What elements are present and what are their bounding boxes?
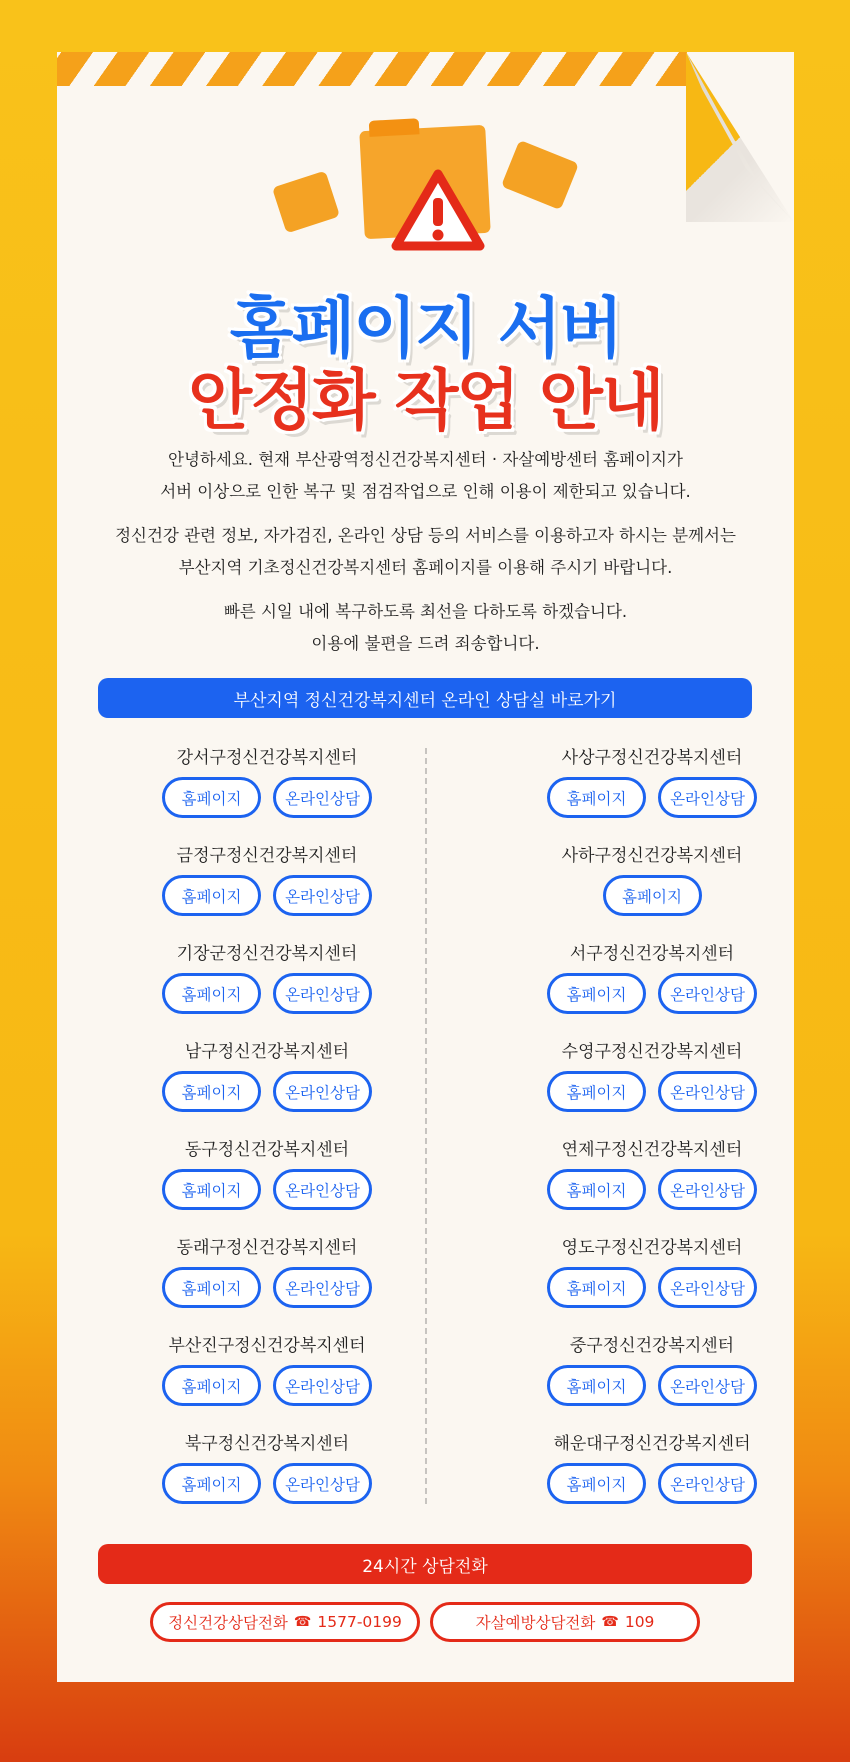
center-name: 기장군정신건강복지센터 [176, 944, 358, 964]
center-name: 남구정신건강복지센터 [184, 1042, 350, 1062]
center-buttons [112, 875, 422, 916]
center-name: 금정구정신건강복지센터 [176, 846, 358, 866]
homepage-button[interactable]: 홈페이지 [162, 875, 261, 916]
center-name: 부산진구정신건강복지센터 [168, 1336, 366, 1356]
center-name: 사상구정신건강복지센터 [561, 748, 743, 768]
suicide-prevention-phone-button[interactable] [430, 1602, 700, 1642]
headline-line1: 홈페이지 서버 [229, 290, 622, 367]
online-counseling-button[interactable]: 온라인상담 [273, 1267, 372, 1308]
intro-line: 이용에 불편을 드려 죄송합니다. [311, 634, 540, 653]
center-item [112, 1430, 422, 1528]
center-buttons [112, 1463, 422, 1504]
hotline-bar: 24시간 상담전화 [98, 1544, 752, 1584]
intro-text [57, 444, 794, 672]
center-item [497, 842, 807, 940]
online-counseling-button[interactable]: 온라인상담 [658, 1463, 757, 1504]
online-counseling-button[interactable]: 온라인상담 [273, 777, 372, 818]
folders-warning-illustration [270, 120, 580, 260]
online-counseling-shortcut-bar[interactable]: 부산지역 정신건강복지센터 온라인 상담실 바로가기 [98, 678, 752, 718]
phone-label: 자살예방상담전화 [475, 1614, 596, 1632]
online-counseling-button[interactable]: 온라인상담 [273, 1463, 372, 1504]
online-counseling-button[interactable]: 온라인상담 [273, 1365, 372, 1406]
intro-line: 부산지역 기초정신건강복지센터 홈페이지를 이용해 주시기 바랍니다. [178, 558, 673, 577]
right-center-list [497, 744, 807, 1528]
center-name: 영도구정신건강복지센터 [561, 1238, 743, 1258]
center-buttons [112, 1071, 422, 1112]
center-name: 연제구정신건강복지센터 [561, 1140, 743, 1160]
center-item [112, 1234, 422, 1332]
phone-number: 109 [624, 1613, 655, 1631]
online-counseling-button[interactable]: 온라인상담 [273, 973, 372, 1014]
folder-icon [272, 171, 340, 234]
intro-line: 서버 이상으로 인한 복구 및 점검작업으로 인해 이용이 제한되고 있습니다. [160, 482, 691, 501]
homepage-button[interactable]: 홈페이지 [603, 875, 702, 916]
online-counseling-button[interactable]: 온라인상담 [658, 973, 757, 1014]
online-counseling-button[interactable]: 온라인상담 [658, 1267, 757, 1308]
center-name: 북구정신건강복지센터 [184, 1434, 350, 1454]
center-name: 수영구정신건강복지센터 [561, 1042, 743, 1062]
center-item [497, 940, 807, 1038]
center-name: 서구정신건강복지센터 [569, 944, 735, 964]
homepage-button[interactable]: 홈페이지 [547, 777, 646, 818]
online-counseling-button[interactable]: 온라인상담 [658, 1365, 757, 1406]
column-divider [425, 748, 427, 1504]
left-center-list [112, 744, 422, 1528]
online-counseling-button[interactable]: 온라인상담 [658, 1071, 757, 1112]
center-buttons [112, 1365, 422, 1406]
caution-stripes [57, 52, 687, 86]
center-item [497, 1136, 807, 1234]
center-item [497, 1430, 807, 1528]
center-buttons [497, 1267, 807, 1308]
intro-paragraph [57, 596, 794, 660]
online-counseling-button[interactable]: 온라인상담 [273, 1071, 372, 1112]
online-counseling-button[interactable]: 온라인상담 [273, 875, 372, 916]
center-name: 동래구정신건강복지센터 [176, 1238, 358, 1258]
homepage-button[interactable]: 홈페이지 [547, 1071, 646, 1112]
center-item [497, 1038, 807, 1136]
center-buttons [497, 1071, 807, 1112]
center-buttons [497, 777, 807, 818]
phone-label: 정신건강상담전화 [168, 1614, 288, 1632]
center-buttons [112, 973, 422, 1014]
online-counseling-button[interactable]: 온라인상담 [658, 777, 757, 818]
intro-line: 빠른 시일 내에 복구하도록 최선을 다하도록 하겠습니다. [223, 602, 628, 621]
homepage-button[interactable]: 홈페이지 [162, 1365, 261, 1406]
intro-paragraph [57, 520, 794, 584]
online-counseling-button[interactable]: 온라인상담 [658, 1169, 757, 1210]
center-name: 사하구정신건강복지센터 [561, 846, 743, 866]
center-buttons [497, 1169, 807, 1210]
homepage-button[interactable]: 홈페이지 [162, 1169, 261, 1210]
center-item [112, 1332, 422, 1430]
homepage-button[interactable]: 홈페이지 [547, 1267, 646, 1308]
center-buttons [112, 777, 422, 818]
homepage-button[interactable]: 홈페이지 [162, 973, 261, 1014]
center-name: 해운대구정신건강복지센터 [553, 1434, 751, 1454]
center-item [112, 1038, 422, 1136]
center-buttons [497, 1463, 807, 1504]
center-buttons [497, 1365, 807, 1406]
mental-health-phone-button[interactable] [150, 1602, 420, 1642]
phone-number: 1577-0199 [317, 1613, 402, 1631]
center-item [112, 842, 422, 940]
intro-line: 정신건강 관련 정보, 자가검진, 온라인 상담 등의 서비스를 이용하고자 하시는 분께서는 [115, 526, 736, 545]
homepage-button[interactable]: 홈페이지 [162, 1071, 261, 1112]
center-name: 동구정신건강복지센터 [184, 1140, 350, 1160]
center-item [497, 744, 807, 842]
center-buttons [112, 1267, 422, 1308]
headline-line2: 안정화 작업 안내 [188, 362, 663, 439]
homepage-button[interactable]: 홈페이지 [547, 1365, 646, 1406]
center-item [112, 744, 422, 842]
phone-list [150, 1602, 700, 1642]
phone-icon: ☎ [601, 1614, 619, 1630]
homepage-button[interactable]: 홈페이지 [162, 777, 261, 818]
homepage-button[interactable]: 홈페이지 [162, 1267, 261, 1308]
center-item [497, 1332, 807, 1430]
center-item [112, 940, 422, 1038]
warning-icon [390, 168, 486, 254]
center-name: 중구정신건강복지센터 [569, 1336, 735, 1356]
homepage-button[interactable]: 홈페이지 [547, 1169, 646, 1210]
intro-paragraph [57, 444, 794, 508]
center-item [112, 1136, 422, 1234]
folder-icon [501, 140, 579, 210]
homepage-button[interactable]: 홈페이지 [162, 1463, 261, 1504]
online-counseling-button[interactable]: 온라인상담 [273, 1169, 372, 1210]
homepage-button[interactable]: 홈페이지 [547, 1463, 646, 1504]
center-item [497, 1234, 807, 1332]
center-buttons [497, 875, 807, 916]
center-buttons [112, 1169, 422, 1210]
intro-line: 안녕하세요. 현재 부산광역정신건강복지센터 · 자살예방센터 홈페이지가 [168, 450, 683, 469]
homepage-button[interactable]: 홈페이지 [547, 973, 646, 1014]
center-name: 강서구정신건강복지센터 [176, 748, 358, 768]
phone-icon: ☎ [293, 1614, 312, 1630]
center-buttons [497, 973, 807, 1014]
